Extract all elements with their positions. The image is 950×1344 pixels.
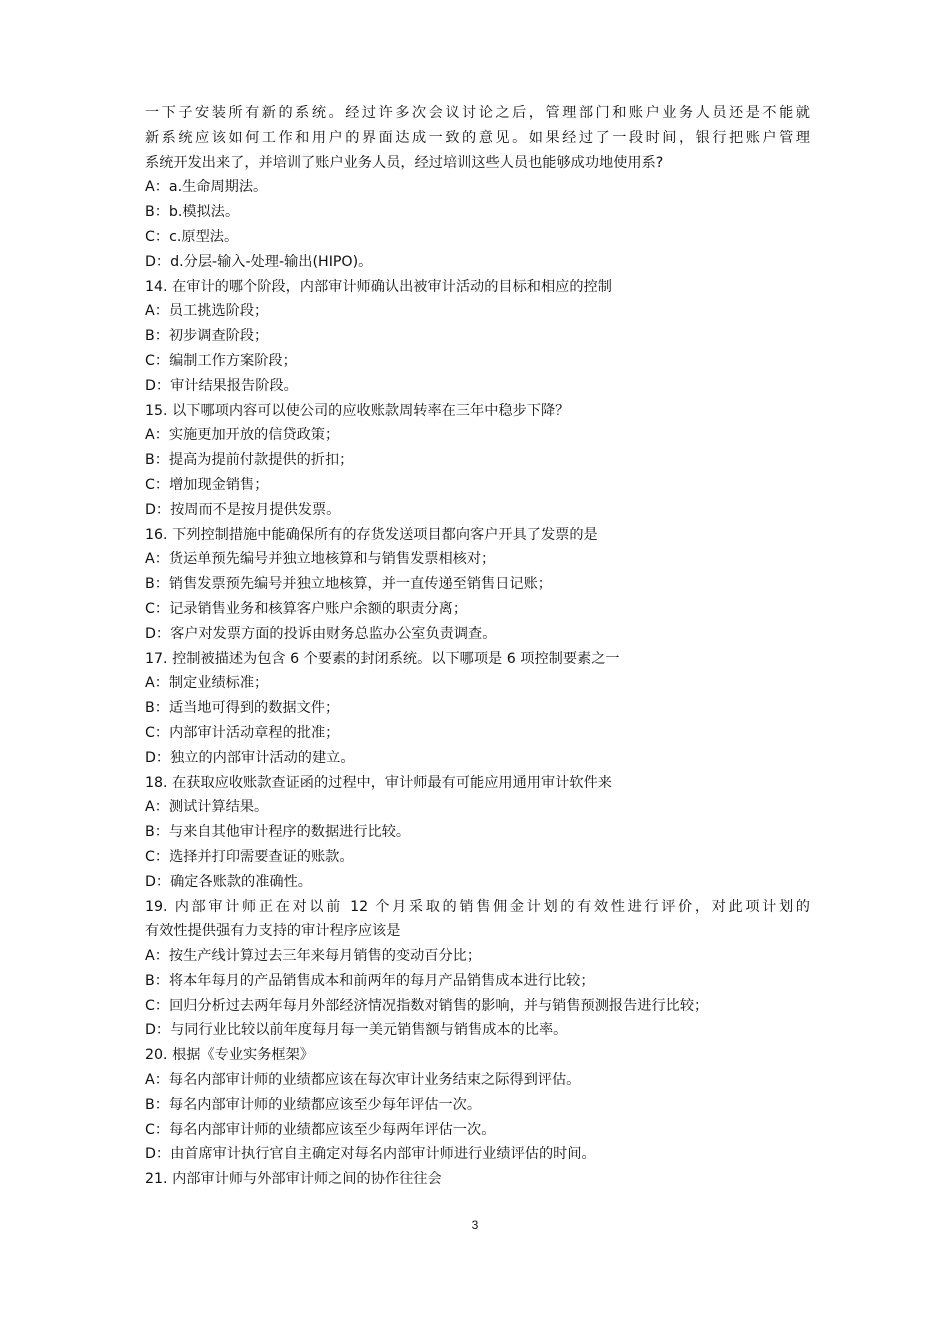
q17-option-a: A：制定业绩标准； xyxy=(145,675,269,692)
q19-stem-line-2: 有效性提供强有力支持的审计程序应该是 xyxy=(145,923,401,940)
q16-stem: 16. 下列控制措施中能确保所有的存货发送项目都向客户开具了发票的是 xyxy=(145,526,598,543)
q17-option-c: C：内部审计活动章程的批准； xyxy=(145,724,340,741)
q17-option-b: B：适当地可得到的数据文件； xyxy=(145,700,340,717)
q18-option-d: D：确定各账款的准确性。 xyxy=(145,873,312,890)
q20-option-d: D：由首席审计执行官自主确定对每名内部审计师进行业绩评估的时间。 xyxy=(145,1146,596,1163)
q15-option-b: B：提高为提前付款提供的折扣； xyxy=(145,452,354,469)
q14-stem: 14. 在审计的哪个阶段，内部审计师确认出被审计活动的目标和相应的控制 xyxy=(145,278,612,295)
q19-option-c: C：回归分析过去两年每月外部经济情况指数对销售的影响，并与销售预测报告进行比较； xyxy=(145,997,709,1014)
q18-stem: 18. 在获取应收账款查证函的过程中，审计师最有可能应用通用审计软件来 xyxy=(145,774,612,791)
q18-option-b: B：与来自其他审计程序的数据进行比较。 xyxy=(145,824,411,841)
q20-option-a: A：每名内部审计师的业绩都应该在每次审计业务结束之际得到评估。 xyxy=(145,1072,581,1089)
q17-option-d: D：独立的内部审计活动的建立。 xyxy=(145,749,355,766)
document-body xyxy=(145,101,810,1192)
q19-option-b: B：将本年每月的产品销售成本和前两年的每月产品销售成本进行比较； xyxy=(145,972,595,989)
q14-option-d: D：审计结果报告阶段。 xyxy=(145,377,298,394)
q13-option-d: D：d.分层-输入-处理-输出(HIPO)。 xyxy=(145,253,373,270)
q13-option-c: C：c.原型法。 xyxy=(145,228,239,245)
page-number: 3 xyxy=(471,1218,479,1232)
q20-option-c: C：每名内部审计师的业绩都应该至少每两年评估一次。 xyxy=(145,1121,496,1138)
intro-line-2: 新系统应该如何工作和用户的界面达成一致的意见。如果经过了一段时间，银行把账户管理 xyxy=(145,129,810,146)
q13-option-a: A：a.生命周期法。 xyxy=(145,179,268,196)
q17-stem: 17. 控制被描述为包含 6 个要素的封闭系统。以下哪项是 6 项控制要素之一 xyxy=(145,650,620,667)
q16-option-a: A：货运单预先编号并独立地核算和与销售发票相核对； xyxy=(145,551,496,568)
q20-stem: 20. 根据《专业实务框架》 xyxy=(145,1047,314,1064)
q19-stem-line-1: 19. 内部审计师正在对以前 12 个月采取的销售佣金计划的有效性进行评价，对此项计划的 xyxy=(145,898,810,915)
q15-stem: 15. 以下哪项内容可以使公司的应收账款周转率在三年中稳步下降？ xyxy=(145,402,570,419)
intro-line-3: 系统开发出来了，并培训了账户业务人员，经过培训这些人员也能够成功地使用系? xyxy=(145,154,664,171)
q14-option-b: B：初步调查阶段； xyxy=(145,328,269,345)
q19-option-a: A：按生产线计算过去三年来每月销售的变动百分比； xyxy=(145,948,482,965)
q16-option-b: B：销售发票预先编号并独立地核算，并一直传递至销售日记账； xyxy=(145,576,552,593)
q19-option-d: D：与同行业比较以前年度每月每一美元销售额与销售成本的比率。 xyxy=(145,1022,568,1039)
q16-option-c: C：记录销售业务和核算客户账户余额的职责分离； xyxy=(145,600,468,617)
q16-option-d: D：客户对发票方面的投诉由财务总监办公室负责调查。 xyxy=(145,625,497,642)
q15-option-a: A：实施更加开放的信贷政策； xyxy=(145,427,340,444)
q21-stem: 21. 内部审计师与外部审计师之间的协作往往会 xyxy=(145,1171,442,1188)
q15-option-d: D：按周而不是按月提供发票。 xyxy=(145,501,341,518)
q14-option-c: C：编制工作方案阶段； xyxy=(145,352,297,369)
intro-line-1: 一下子安装所有新的系统。经过许多次会议讨论之后，管理部门和账户业务人员还是不能就 xyxy=(145,105,810,121)
q13-option-b: B：b.模拟法。 xyxy=(145,204,240,221)
q14-option-a: A：员工挑选阶段； xyxy=(145,303,269,320)
q15-option-c: C：增加现金销售； xyxy=(145,476,269,493)
q18-option-c: C：选择并打印需要查证的账款。 xyxy=(145,848,354,865)
q18-option-a: A：测试计算结果。 xyxy=(145,799,269,816)
q20-option-b: B：每名内部审计师的业绩都应该至少每年评估一次。 xyxy=(145,1096,482,1113)
